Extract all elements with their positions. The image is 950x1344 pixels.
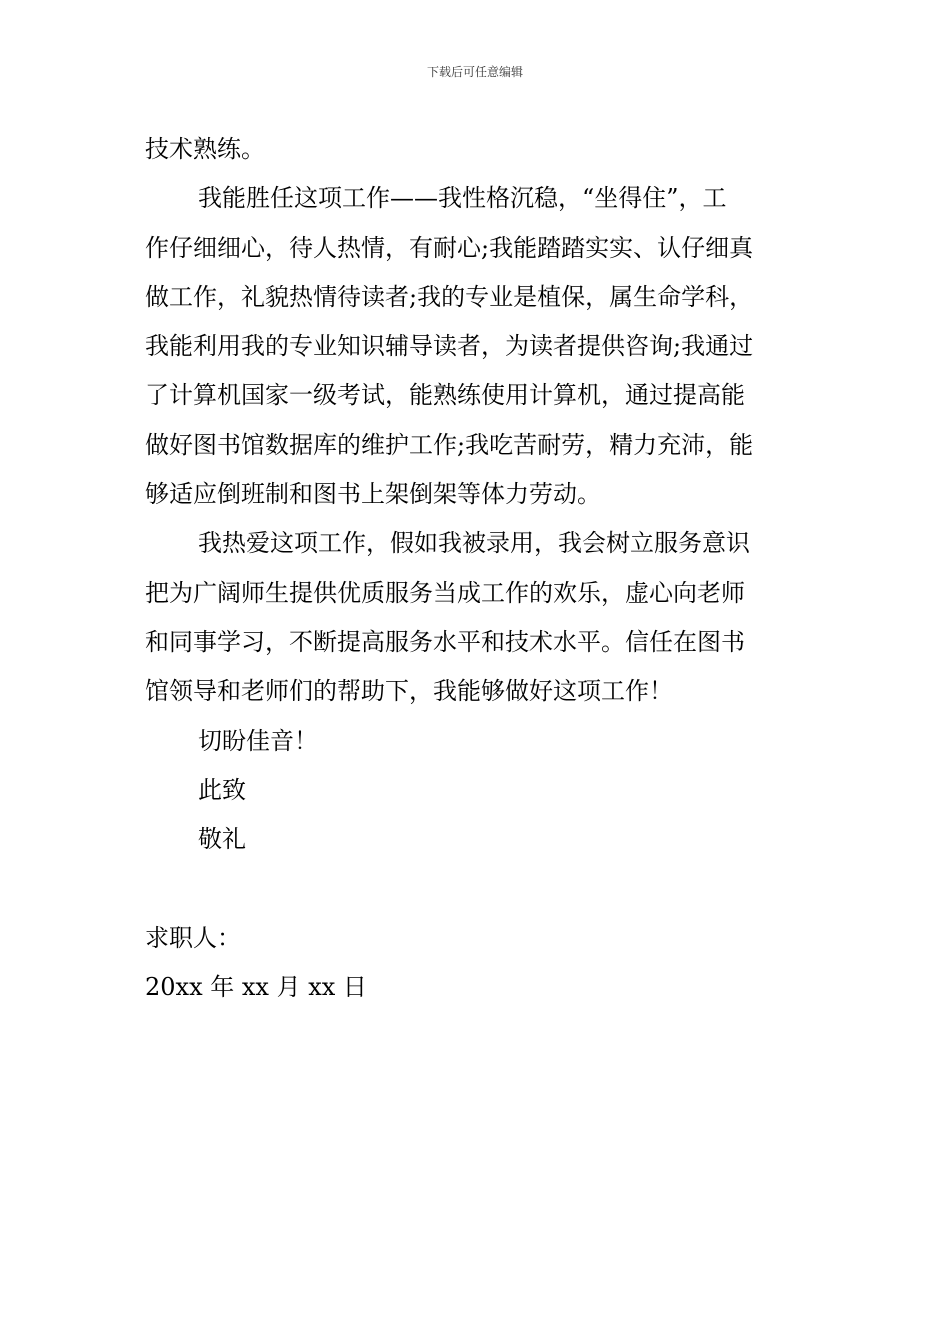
date-line: 20xx 年 xx 月 xx 日 [145,973,367,1002]
paragraph-0 [145,125,807,174]
text-line: 我能胜任这项工作——我性格沉稳，“坐得住”，工 [198,184,727,213]
text-line: 做好图书馆数据库的维护工作;我吃苦耐劳，精力充沛，能 [145,430,754,459]
closing-line: 切盼佳音！ [198,726,318,755]
text-line: 把为广阔师生提供优质服务当成工作的欢乐，虚心向老师 [145,578,745,607]
text-line: 作仔细细心，待人热情，有耐心;我能踏踏实实、认仔细真 [145,233,754,262]
text-line: 做工作，礼貌热情待读者;我的专业是植保，属生命学科， [145,282,754,311]
salutation-line-2: 敬礼 [198,825,246,854]
text-line: 我能利用我的专业知识辅导读者，为读者提供咨询;我通过 [145,332,754,361]
salutation-line-1: 此致 [198,775,246,804]
text-line: 了计算机国家一级考试，能熟练使用计算机，通过提高能 [145,381,745,410]
signature-line: 求职人： [145,923,241,952]
blank-line [145,864,807,913]
text-line: 和同事学习，不断提高服务水平和技术水平。信任在图书 [145,627,745,656]
paragraph-2 [145,519,807,716]
text-line: 够适应倒班制和图书上架倒架等体力劳动。 [145,480,601,509]
text-line: 我热爱这项工作，假如我被录用，我会树立服务意识 [198,529,750,558]
text-line: 技术熟练。 [145,135,265,163]
letter-body [145,125,807,1012]
page-header-note: 下载后可任意编辑 [426,65,523,79]
paragraph-1 [145,174,807,519]
text-line: 馆领导和老师们的帮助下，我能够做好这项工作！ [145,677,673,706]
